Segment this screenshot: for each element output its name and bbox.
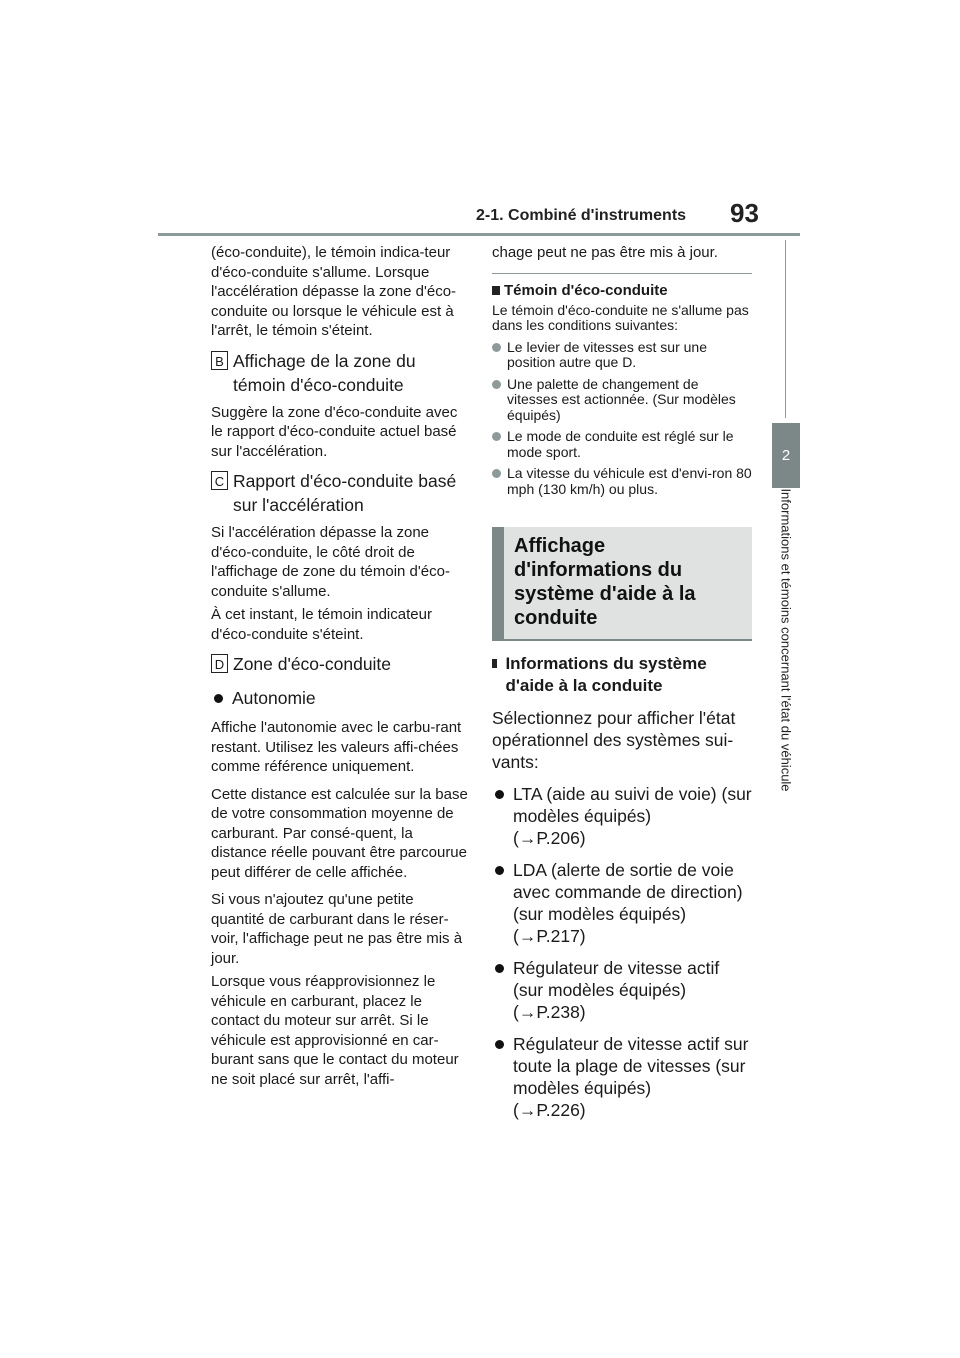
- system-item: [492, 859, 752, 947]
- info-title: Informations du système d'aide à la conduite: [505, 654, 707, 695]
- autonomie-paragraph-3: Si vous n'ajoutez qu'une petite quantité de carburant dans le réser-voir, l'affichage peut ne pas être mis à jour.: [211, 891, 463, 967]
- chapter-label: Informations et témoins concernant l'état du véhicule: [778, 488, 794, 792]
- section-divider: [492, 273, 752, 274]
- condition-item: [492, 377, 752, 424]
- page-reference-link[interactable]: (→P.206): [513, 828, 586, 848]
- condition-item: [492, 466, 752, 497]
- bullet-icon: [492, 469, 501, 478]
- page-reference-link[interactable]: (→P.238): [513, 1002, 586, 1022]
- item-b-text: Suggère la zone d'éco-conduite avec le rapport d'éco-conduite actuel basé sur l'accélération.: [211, 403, 458, 460]
- condition-text: Le mode de conduite est réglé sur le mode sport.: [507, 428, 734, 460]
- continuation-text: chage peut ne pas être mis à jour.: [492, 244, 718, 261]
- item-b-title: Affichage de la zone du témoin d'éco-conduite: [233, 350, 416, 395]
- chapter-tab: 2: [772, 423, 800, 488]
- intro-paragraph: (éco-conduite), le témoin indica-teur d'éco-conduite s'allume. Lorsque l'accélération dépasse la zone d'éco-conduite ou lorsque le véhicule est à l'arrêt, le témoin s'éteint.: [211, 244, 457, 339]
- item-b-heading: [211, 349, 469, 397]
- autonomie-title: Autonomie: [232, 688, 316, 708]
- letter-b-badge: B: [211, 351, 228, 370]
- page-number: 93: [730, 198, 759, 228]
- square-bullet-icon: [492, 659, 497, 668]
- system-name: Régulateur de vitesse actif sur toute la plage de vitesses (sur modèles équipés): [513, 1034, 749, 1098]
- condition-item: [492, 340, 752, 371]
- temoin-heading: [492, 282, 752, 299]
- info-text: Sélectionnez pour afficher l'état opérationnel des systèmes sui-vants:: [492, 708, 736, 772]
- bullet-icon: [492, 343, 501, 352]
- item-c-text-2: À cet instant, le témoin indicateur d'éco-conduite s'éteint.: [211, 606, 432, 643]
- autonomie-paragraph-4: Lorsque vous réapprovisionnez le véhicule en carburant, placez le contact du moteur sur arrêt. Si le véhicule est approvisionné en car-burant sans que le contact du moteur ne soit placé sur arrêt, l'affi-: [211, 973, 459, 1088]
- item-d-heading: [211, 652, 469, 676]
- item-c-title: Rapport d'éco-conduite basé sur l'accélération: [233, 471, 457, 515]
- page-reference-link[interactable]: (→P.217): [513, 926, 586, 946]
- bullet-icon: [495, 964, 504, 973]
- square-bullet-icon: [492, 286, 500, 295]
- bullet-icon: [492, 432, 501, 441]
- system-item: [492, 783, 752, 849]
- page-reference-link[interactable]: (→P.226): [513, 1100, 586, 1120]
- autonomie-paragraph-2: Cette distance est calculée sur la base de votre consommation moyenne de carburant. Par consé-quent, la distance réelle pouvant être parcourue peut différer de celle affichée.: [211, 785, 468, 881]
- temoin-intro: Le témoin d'éco-conduite ne s'allume pas dans les conditions suivantes:: [492, 301, 749, 333]
- bullet-icon: [495, 866, 504, 875]
- condition-text: Le levier de vitesses est sur une position autre que D.: [507, 338, 707, 370]
- condition-text: Une palette de changement de vitesses est actionnée. (Sur modèles équipés): [507, 375, 736, 423]
- letter-c-badge: C: [211, 471, 228, 490]
- system-name: LDA (alerte de sortie de voie avec commande de direction) (sur modèles équipés): [513, 860, 743, 924]
- system-name: Régulateur de vitesse actif (sur modèles équipés): [513, 958, 720, 1000]
- letter-d-badge: D: [211, 654, 228, 673]
- header-divider: [158, 233, 800, 236]
- item-d-title: Zone d'éco-conduite: [233, 654, 392, 674]
- autonomie-heading: [211, 686, 469, 710]
- info-heading: [492, 653, 752, 697]
- condition-item: [492, 429, 752, 460]
- side-divider: [785, 240, 786, 418]
- bullet-icon: [495, 1040, 504, 1049]
- bullet-icon: [495, 790, 504, 799]
- section-box-title: Affichage d'informations du système d'aide à la conduite: [492, 527, 752, 641]
- left-column: [211, 243, 469, 1097]
- autonomie-paragraph-1: Affiche l'autonomie avec le carbu-rant restant. Utilisez les valeurs affi-chées comme référence uniquement.: [211, 719, 462, 775]
- temoin-title: Témoin d'éco-conduite: [504, 281, 668, 299]
- system-item: [492, 957, 752, 1023]
- system-name: LTA (aide au suivi de voie) (sur modèles équipés): [513, 784, 752, 826]
- right-column: [492, 243, 752, 1129]
- bullet-icon: [214, 694, 223, 703]
- item-c-heading: [211, 469, 469, 517]
- section-title: 2-1. Combiné d'instruments: [476, 207, 687, 224]
- system-item: [492, 1033, 752, 1121]
- item-c-text-1: Si l'accélération dépasse la zone d'éco-conduite, le côté droit de l'affichage de zone du témoin d'éco-conduite s'allume.: [211, 524, 450, 600]
- bullet-icon: [492, 380, 501, 389]
- condition-text: La vitesse du véhicule est d'envi-ron 80 mph (130 km/h) ou plus.: [507, 465, 752, 497]
